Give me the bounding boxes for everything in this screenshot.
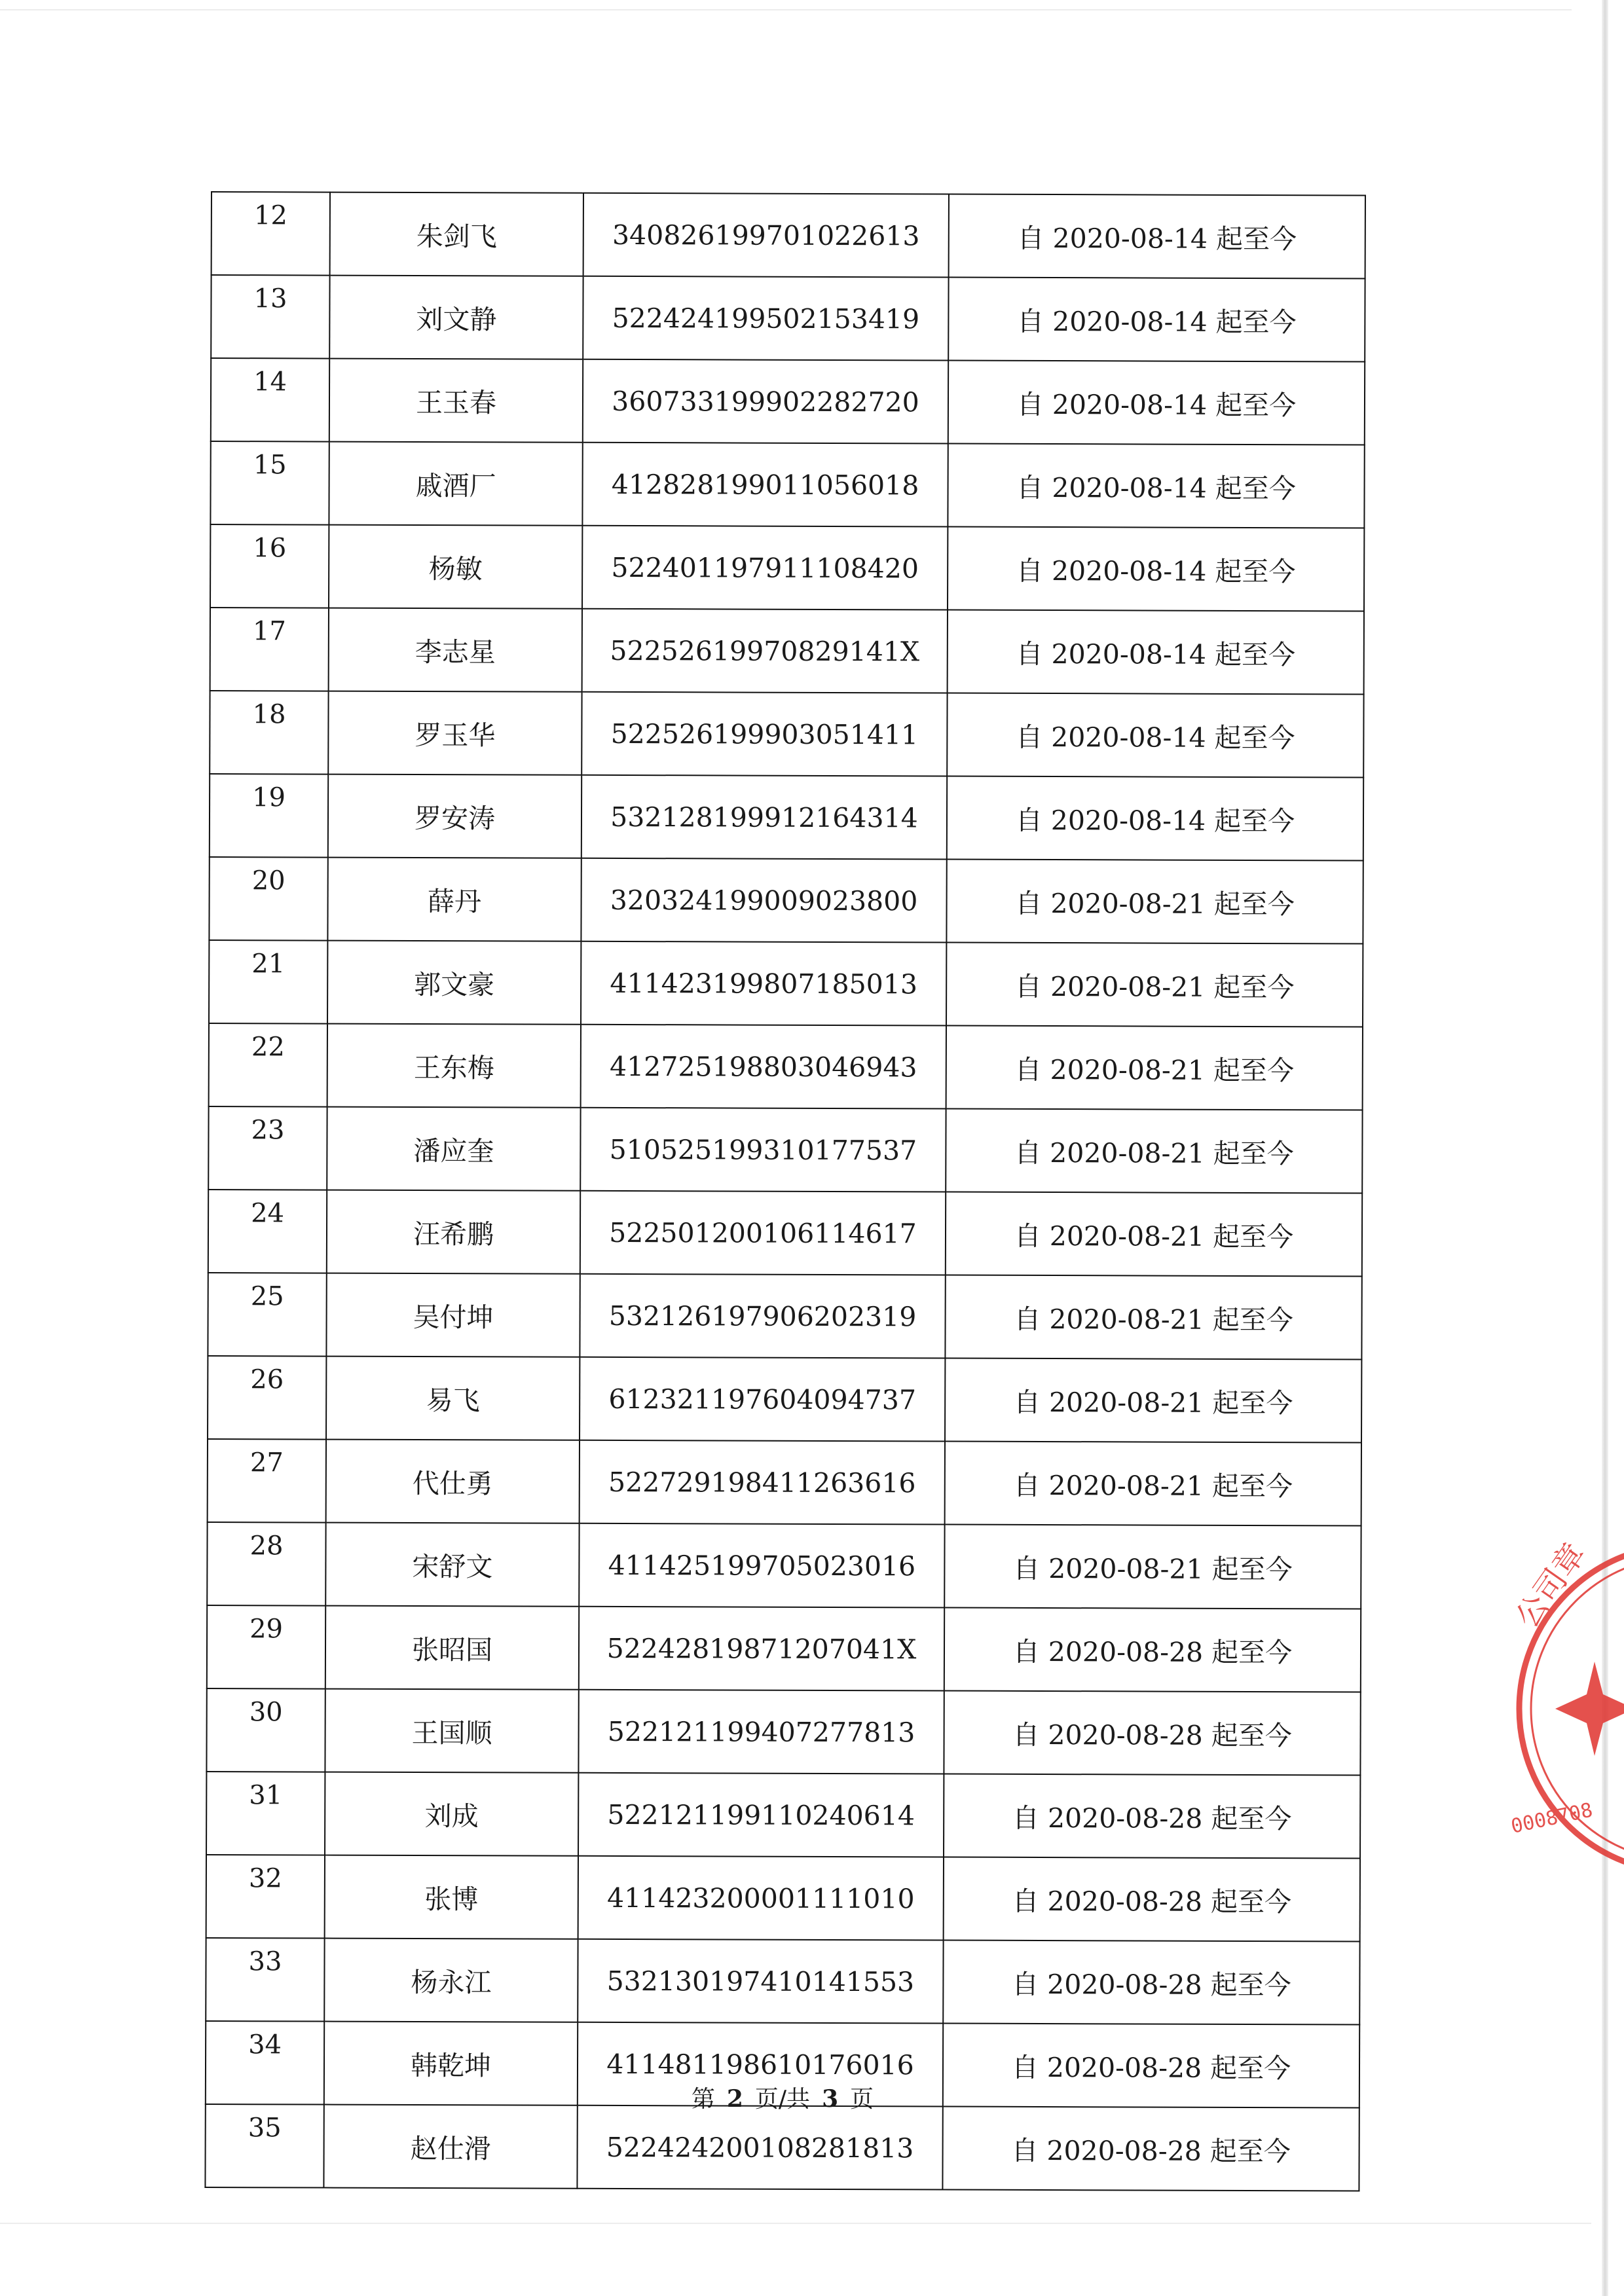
period-cell: 自 2020-08-14 起至今 [948, 444, 1364, 528]
footer-current-page: 2 [726, 2085, 743, 2113]
id-number-cell: 360733199902282720 [583, 359, 948, 444]
name-cell: 宋舒文 [325, 1523, 579, 1607]
id-number-cell: 412828199011056018 [582, 443, 948, 527]
name-cell: 代仕勇 [326, 1440, 580, 1523]
period-cell: 自 2020-08-21 起至今 [946, 860, 1363, 944]
period-cell: 自 2020-08-28 起至今 [944, 1608, 1361, 1692]
table-row [207, 1605, 1361, 1692]
table-row [211, 275, 1365, 362]
period-cell: 自 2020-08-14 起至今 [948, 610, 1364, 695]
name-cell: 薛丹 [327, 858, 581, 941]
name-cell: 张昭国 [325, 1606, 579, 1690]
scan-right-edge [1602, 0, 1608, 2296]
id-number-cell: 411423199807185013 [581, 941, 946, 1026]
table-row [208, 1190, 1362, 1277]
row-number-cell: 12 [212, 192, 330, 276]
id-number-cell: 532128199912164314 [581, 775, 947, 860]
id-number-cell: 522729198411263616 [580, 1440, 945, 1525]
row-number-cell: 21 [209, 940, 327, 1024]
name-cell: 易飞 [326, 1357, 580, 1440]
row-number-cell: 24 [208, 1190, 327, 1273]
table-row [209, 1023, 1363, 1110]
name-cell: 李志星 [329, 608, 582, 692]
table-row [208, 1273, 1361, 1360]
period-cell: 自 2020-08-21 起至今 [944, 1525, 1361, 1609]
id-number-cell: 522121199110240614 [578, 1773, 944, 1857]
seal-number: 0008708 [1509, 1798, 1595, 1838]
period-cell: 自 2020-08-21 起至今 [946, 1192, 1362, 1277]
id-number-cell: 522121199407277813 [578, 1690, 944, 1774]
row-number-cell: 18 [210, 691, 328, 774]
id-number-cell: 522401197911108420 [582, 526, 948, 610]
personnel-table-body [205, 192, 1365, 2191]
period-cell: 自 2020-08-21 起至今 [945, 1442, 1361, 1526]
row-number-cell: 35 [205, 2104, 323, 2188]
scan-bottom-line [0, 2223, 1591, 2224]
footer-prefix: 第 [691, 2086, 715, 2113]
official-seal-stamp [1486, 1532, 1624, 1886]
id-number-cell: 340826199701022613 [583, 193, 949, 278]
id-number-cell: 522424200108281813 [577, 2105, 942, 2190]
table-row [208, 1106, 1362, 1194]
row-number-cell: 20 [209, 857, 327, 941]
row-number-cell: 13 [211, 275, 329, 359]
period-cell: 自 2020-08-14 起至今 [949, 194, 1365, 279]
id-number-cell: 411481198610176016 [578, 2022, 943, 2107]
row-number-cell: 32 [206, 1855, 325, 1939]
row-number-cell: 14 [211, 358, 329, 442]
name-cell: 罗玉华 [328, 691, 581, 775]
row-number-cell: 28 [207, 1522, 325, 1606]
row-number-cell: 34 [206, 2021, 324, 2105]
period-cell: 自 2020-08-21 起至今 [945, 1358, 1361, 1443]
seal-arc-text: 公司章 [1508, 1536, 1593, 1635]
table-row [206, 1772, 1360, 1859]
table-row [206, 1938, 1359, 2025]
id-number-cell: 612321197604094737 [580, 1357, 945, 1442]
page-footer [0, 2081, 1565, 2114]
period-cell: 自 2020-08-21 起至今 [946, 1109, 1362, 1194]
row-number-cell: 30 [206, 1688, 325, 1772]
name-cell: 王国顺 [325, 1689, 578, 1773]
row-number-cell: 29 [207, 1605, 325, 1689]
seal-graphic [1486, 1532, 1624, 1886]
row-number-cell: 31 [206, 1772, 325, 1855]
id-number-cell: 320324199009023800 [581, 858, 946, 943]
period-cell: 自 2020-08-21 起至今 [946, 943, 1363, 1027]
footer-suffix: 页 [850, 2086, 874, 2113]
table-row [208, 1356, 1361, 1443]
personnel-table [204, 191, 1366, 2192]
id-number-cell: 510525199310177537 [580, 1108, 946, 1192]
id-number-cell: 52252619970829141X [582, 609, 948, 693]
name-cell: 韩乾坤 [324, 2022, 578, 2105]
table-row [208, 1439, 1361, 1526]
row-number-cell: 33 [206, 1938, 324, 2022]
table-row [210, 524, 1364, 611]
name-cell: 朱剑飞 [330, 192, 583, 276]
period-cell: 自 2020-08-14 起至今 [948, 527, 1364, 611]
name-cell: 潘应奎 [327, 1107, 580, 1191]
name-cell: 郭文豪 [327, 941, 581, 1025]
period-cell: 自 2020-08-28 起至今 [943, 2024, 1359, 2108]
id-number-cell: 52242819871207041X [579, 1607, 944, 1691]
period-cell: 自 2020-08-28 起至今 [944, 1857, 1360, 1942]
id-number-cell: 522526199903051411 [581, 692, 947, 776]
name-cell: 王东梅 [327, 1024, 581, 1108]
period-cell: 自 2020-08-21 起至今 [946, 1026, 1363, 1110]
row-number-cell: 17 [210, 608, 329, 691]
scan-top-line [0, 9, 1572, 10]
table-row [209, 857, 1363, 944]
table-row [210, 691, 1363, 778]
name-cell: 罗安涛 [328, 774, 581, 858]
name-cell: 张博 [325, 1855, 578, 1939]
row-number-cell: 27 [208, 1439, 326, 1523]
row-number-cell: 16 [210, 524, 329, 608]
period-cell: 自 2020-08-28 起至今 [942, 2107, 1359, 2191]
id-number-cell: 522424199502153419 [583, 276, 948, 361]
name-cell: 赵仕滑 [323, 2105, 577, 2189]
row-number-cell: 22 [209, 1023, 327, 1107]
table-row [210, 441, 1364, 528]
id-number-cell: 411425199705023016 [579, 1523, 944, 1608]
id-number-cell: 411423200001111010 [578, 1856, 944, 1941]
table-row [210, 774, 1363, 861]
name-cell: 刘成 [325, 1772, 578, 1856]
name-cell: 戚酒厂 [329, 442, 582, 526]
seal-star-icon [1555, 1662, 1624, 1756]
table-row [206, 1688, 1360, 1776]
period-cell: 自 2020-08-28 起至今 [943, 1941, 1359, 2025]
id-number-cell: 522501200106114617 [580, 1191, 946, 1275]
id-number-cell: 412725198803046943 [581, 1025, 946, 1109]
name-cell: 汪希鹏 [327, 1190, 580, 1274]
period-cell: 自 2020-08-28 起至今 [944, 1774, 1360, 1859]
table-row [207, 1522, 1361, 1609]
table-row [206, 1855, 1360, 1942]
id-number-cell: 532130197410141553 [578, 1939, 943, 2024]
period-cell: 自 2020-08-21 起至今 [945, 1275, 1361, 1360]
name-cell: 杨敏 [329, 525, 582, 609]
table-row [205, 2104, 1359, 2191]
footer-total-pages: 3 [822, 2085, 839, 2113]
table-row [212, 192, 1365, 279]
footer-middle: 页/共 [754, 2086, 811, 2113]
row-number-cell: 23 [208, 1106, 327, 1190]
row-number-cell: 25 [208, 1273, 326, 1357]
row-number-cell: 15 [210, 441, 329, 525]
row-number-cell: 26 [208, 1356, 326, 1440]
name-cell: 刘文静 [329, 276, 583, 359]
table-row [211, 358, 1365, 445]
period-cell: 自 2020-08-14 起至今 [947, 693, 1363, 778]
name-cell: 吴付坤 [326, 1273, 580, 1357]
period-cell: 自 2020-08-14 起至今 [948, 361, 1365, 445]
period-cell: 自 2020-08-14 起至今 [948, 278, 1365, 362]
period-cell: 自 2020-08-28 起至今 [944, 1691, 1360, 1776]
table-row [210, 608, 1364, 695]
id-number-cell: 532126197906202319 [580, 1274, 945, 1358]
row-number-cell: 19 [210, 774, 328, 858]
name-cell: 王玉春 [329, 359, 583, 443]
period-cell: 自 2020-08-14 起至今 [947, 776, 1363, 861]
table-row [209, 940, 1363, 1027]
name-cell: 杨永江 [324, 1939, 578, 2022]
